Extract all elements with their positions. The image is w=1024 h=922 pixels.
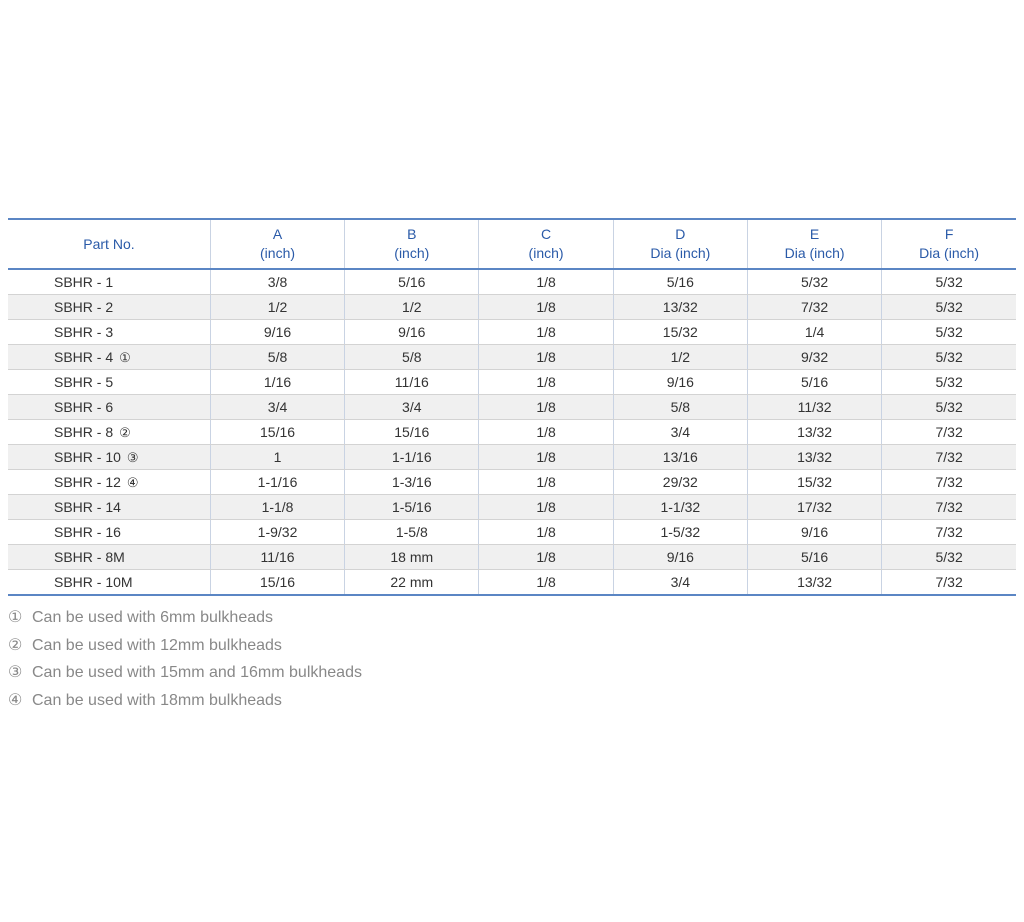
cell-d: 9/16 bbox=[613, 370, 747, 395]
cell-c: 1/8 bbox=[479, 545, 613, 570]
footnote-mark: ② bbox=[119, 424, 131, 440]
cell-b: 5/8 bbox=[345, 345, 479, 370]
cell-b: 15/16 bbox=[345, 420, 479, 445]
cell-a: 15/16 bbox=[210, 420, 344, 445]
cell-a: 1/16 bbox=[210, 370, 344, 395]
cell-c: 1/8 bbox=[479, 320, 613, 345]
cell-e: 11/32 bbox=[747, 395, 881, 420]
footnote-number: ③ bbox=[8, 664, 23, 681]
cell-a: 1/2 bbox=[210, 295, 344, 320]
header-row bbox=[8, 219, 1016, 269]
table-row bbox=[8, 570, 1016, 596]
part-number: SBHR - 6 bbox=[54, 399, 114, 415]
footnote-number: ① bbox=[8, 609, 23, 626]
cell-e: 1/4 bbox=[747, 320, 881, 345]
cell-part-no bbox=[8, 445, 210, 470]
footnote-mark: ④ bbox=[126, 474, 139, 490]
table-header bbox=[8, 219, 1016, 269]
cell-f: 5/32 bbox=[882, 320, 1016, 345]
cell-c: 1/8 bbox=[479, 269, 613, 295]
cell-d: 3/4 bbox=[613, 420, 747, 445]
cell-c: 1/8 bbox=[479, 395, 613, 420]
header-label: A bbox=[272, 226, 283, 242]
footnote-text: Can be used with 12mm bulkheads bbox=[32, 636, 282, 654]
header-label: F bbox=[944, 226, 954, 242]
table-row bbox=[8, 320, 1016, 345]
cell-d: 13/16 bbox=[613, 445, 747, 470]
cell-d: 1-1/32 bbox=[613, 495, 747, 520]
cell-part-no bbox=[8, 295, 210, 320]
cell-b: 1/2 bbox=[345, 295, 479, 320]
footnote-number: ② bbox=[8, 636, 23, 654]
cell-part-no bbox=[8, 269, 210, 295]
cell-b: 1-1/16 bbox=[345, 445, 479, 470]
cell-e: 17/32 bbox=[747, 495, 881, 520]
cell-d: 1/2 bbox=[613, 345, 747, 370]
cell-f: 5/32 bbox=[882, 545, 1016, 570]
header-a bbox=[210, 219, 344, 269]
table-row bbox=[8, 470, 1016, 495]
cell-d: 9/16 bbox=[613, 545, 747, 570]
header-label: D bbox=[675, 226, 686, 242]
footnote-text: Can be used with 18mm bulkheads bbox=[32, 691, 282, 709]
footnotes bbox=[8, 604, 608, 714]
footnote-mark: ③ bbox=[126, 449, 139, 465]
header-e bbox=[747, 219, 881, 269]
cell-e: 13/32 bbox=[747, 420, 881, 445]
part-number: SBHR - 14 bbox=[54, 499, 121, 515]
cell-a: 1-9/32 bbox=[210, 520, 344, 545]
header-label: B bbox=[407, 226, 417, 242]
cell-a: 1-1/8 bbox=[210, 495, 344, 520]
cell-f: 5/32 bbox=[882, 295, 1016, 320]
cell-c: 1/8 bbox=[479, 445, 613, 470]
footnote-text: Can be used with 6mm bulkheads bbox=[32, 609, 274, 626]
cell-c: 1/8 bbox=[479, 345, 613, 370]
table-row bbox=[8, 345, 1016, 370]
cell-f: 7/32 bbox=[882, 520, 1016, 545]
cell-f: 5/32 bbox=[882, 269, 1016, 295]
table-row bbox=[8, 395, 1016, 420]
cell-d: 3/4 bbox=[613, 570, 747, 596]
spec-table-container bbox=[8, 218, 1016, 596]
cell-d: 1-5/32 bbox=[613, 520, 747, 545]
footnote-number: ④ bbox=[8, 691, 23, 709]
cell-c: 1/8 bbox=[479, 295, 613, 320]
footnote-item bbox=[8, 659, 608, 687]
header-f bbox=[882, 219, 1016, 269]
cell-e: 5/32 bbox=[747, 269, 881, 295]
cell-d: 5/8 bbox=[613, 395, 747, 420]
cell-e: 9/16 bbox=[747, 520, 881, 545]
header-unit: Dia (inch) bbox=[919, 245, 980, 261]
cell-a: 15/16 bbox=[210, 570, 344, 596]
cell-d: 15/32 bbox=[613, 320, 747, 345]
cell-part-no bbox=[8, 470, 210, 495]
cell-part-no bbox=[8, 495, 210, 520]
table-row bbox=[8, 520, 1016, 545]
cell-part-no bbox=[8, 520, 210, 545]
cell-f: 7/32 bbox=[882, 495, 1016, 520]
spec-table bbox=[8, 218, 1016, 596]
header-label: Part No. bbox=[83, 235, 135, 252]
table-row bbox=[8, 495, 1016, 520]
cell-part-no bbox=[8, 345, 210, 370]
header-b bbox=[345, 219, 479, 269]
cell-d: 29/32 bbox=[613, 470, 747, 495]
table-row bbox=[8, 370, 1016, 395]
cell-b: 18 mm bbox=[345, 545, 479, 570]
header-d bbox=[613, 219, 747, 269]
cell-b: 1-5/16 bbox=[345, 495, 479, 520]
cell-e: 13/32 bbox=[747, 570, 881, 596]
cell-b: 1-3/16 bbox=[345, 470, 479, 495]
header-c bbox=[479, 219, 613, 269]
cell-e: 9/32 bbox=[747, 345, 881, 370]
footnote-mark: ① bbox=[119, 349, 131, 365]
cell-c: 1/8 bbox=[479, 570, 613, 596]
cell-part-no bbox=[8, 370, 210, 395]
cell-e: 7/32 bbox=[747, 295, 881, 320]
table-row bbox=[8, 295, 1016, 320]
cell-part-no bbox=[8, 570, 210, 596]
part-number: SBHR - 8M bbox=[54, 549, 125, 565]
cell-e: 5/16 bbox=[747, 370, 881, 395]
cell-b: 1-5/8 bbox=[345, 520, 479, 545]
header-unit: (inch) bbox=[528, 245, 564, 261]
cell-b: 9/16 bbox=[345, 320, 479, 345]
cell-a: 3/4 bbox=[210, 395, 344, 420]
cell-a: 1 bbox=[210, 445, 344, 470]
table-row bbox=[8, 420, 1016, 445]
table-row bbox=[8, 269, 1016, 295]
cell-c: 1/8 bbox=[479, 470, 613, 495]
cell-e: 5/16 bbox=[747, 545, 881, 570]
cell-part-no bbox=[8, 320, 210, 345]
cell-c: 1/8 bbox=[479, 420, 613, 445]
cell-d: 13/32 bbox=[613, 295, 747, 320]
part-number: SBHR - 5 bbox=[54, 374, 114, 390]
cell-a: 3/8 bbox=[210, 269, 344, 295]
cell-a: 1-1/16 bbox=[210, 470, 344, 495]
cell-b: 22 mm bbox=[345, 570, 479, 596]
header-label: E bbox=[809, 226, 820, 242]
cell-part-no bbox=[8, 395, 210, 420]
table-row bbox=[8, 445, 1016, 470]
footnote-item bbox=[8, 687, 608, 715]
header-unit: Dia (inch) bbox=[650, 245, 711, 261]
cell-e: 13/32 bbox=[747, 445, 881, 470]
cell-b: 11/16 bbox=[345, 370, 479, 395]
part-number: SBHR - 10 bbox=[54, 448, 121, 465]
cell-f: 7/32 bbox=[882, 445, 1016, 470]
cell-d: 5/16 bbox=[613, 269, 747, 295]
cell-c: 1/8 bbox=[479, 495, 613, 520]
part-number: SBHR - 10M bbox=[54, 574, 133, 590]
cell-b: 5/16 bbox=[345, 269, 479, 295]
cell-f: 7/32 bbox=[882, 470, 1016, 495]
table-row bbox=[8, 545, 1016, 570]
header-unit: (inch) bbox=[394, 245, 430, 261]
footnote-text: Can be used with 15mm and 16mm bulkheads bbox=[32, 664, 362, 681]
cell-f: 5/32 bbox=[882, 345, 1016, 370]
header-unit: (inch) bbox=[260, 245, 296, 261]
part-number: SBHR - 1 bbox=[54, 274, 114, 290]
part-number: SBHR - 4 bbox=[54, 348, 114, 365]
header-label: C bbox=[540, 226, 552, 242]
part-number: SBHR - 12 bbox=[54, 473, 121, 490]
part-number: SBHR - 16 bbox=[54, 524, 121, 540]
cell-e: 15/32 bbox=[747, 470, 881, 495]
cell-b: 3/4 bbox=[345, 395, 479, 420]
cell-c: 1/8 bbox=[479, 370, 613, 395]
cell-part-no bbox=[8, 420, 210, 445]
footnote-item bbox=[8, 604, 608, 632]
part-number: SBHR - 2 bbox=[54, 299, 114, 315]
cell-a: 9/16 bbox=[210, 320, 344, 345]
cell-f: 7/32 bbox=[935, 574, 963, 590]
cell-f: 5/32 bbox=[882, 370, 1016, 395]
cell-a: 5/8 bbox=[210, 345, 344, 370]
header-part-no bbox=[8, 219, 210, 269]
part-number: SBHR - 3 bbox=[54, 324, 114, 340]
cell-c: 1/8 bbox=[479, 520, 613, 545]
cell-a: 11/16 bbox=[210, 545, 344, 570]
footnote-item bbox=[8, 632, 608, 660]
table-body bbox=[8, 269, 1016, 595]
header-unit: Dia (inch) bbox=[784, 245, 845, 261]
cell-f: 5/32 bbox=[882, 395, 1016, 420]
part-number: SBHR - 8 bbox=[54, 423, 114, 440]
cell-part-no bbox=[8, 545, 210, 570]
cell-f: 7/32 bbox=[882, 420, 1016, 445]
